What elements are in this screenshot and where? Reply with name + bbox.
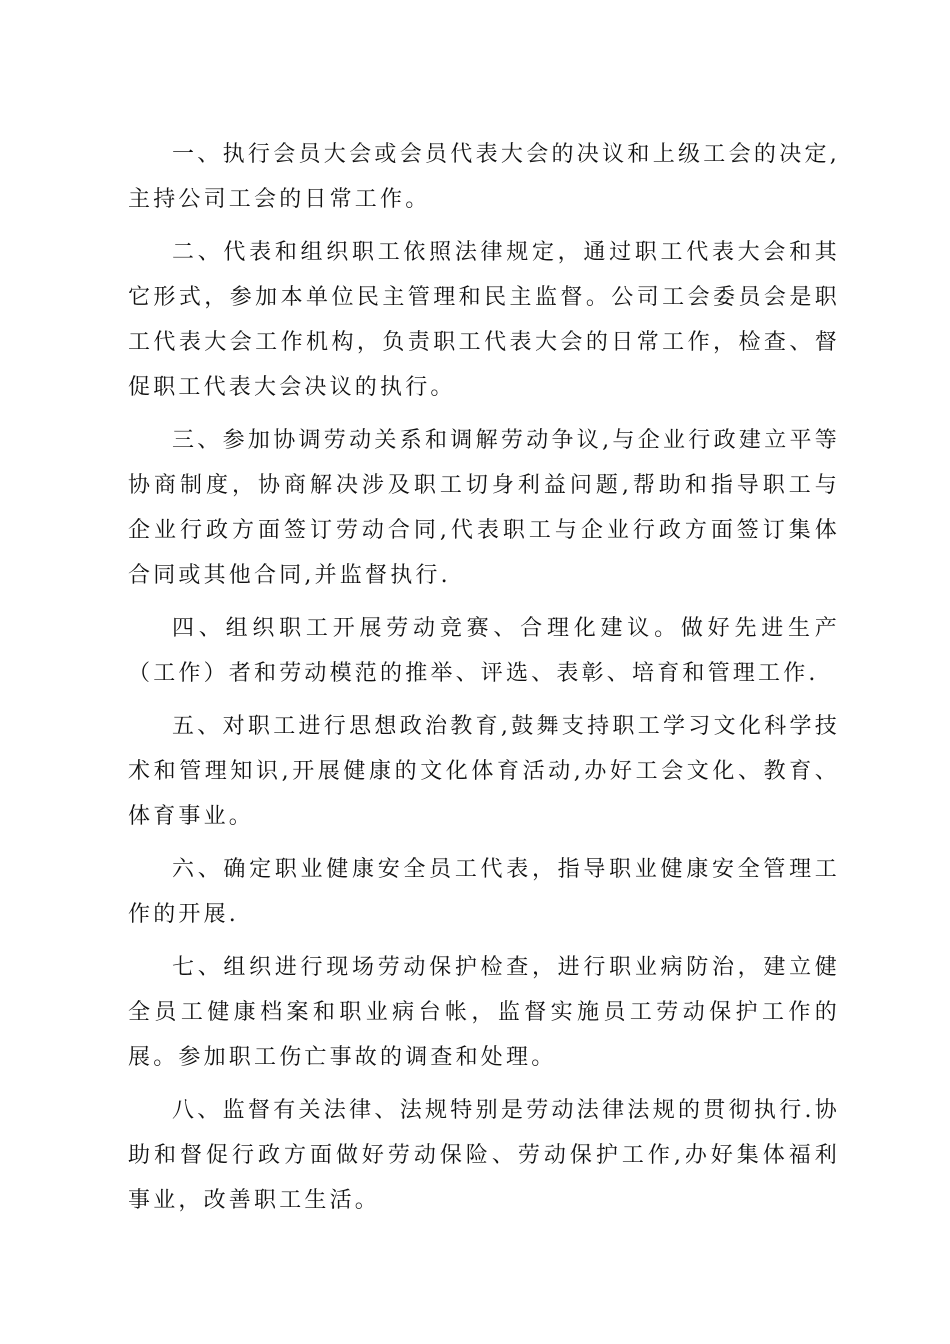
paragraph-4: 四、组织职工开展劳动竞赛、合理化建议。做好先进生产（工作）者和劳动模范的推举、评选、表彰、培育和管理工作. (128, 616, 840, 686)
paragraph-1: 一、执行会员大会或会员代表大会的决议和上级工会的决定,主持公司工会的日常工作。 (128, 142, 840, 212)
paragraph-2: 二、代表和组织职工依照法律规定，通过职工代表大会和其它形式，参加本单位民主管理和民主监督。公司工会委员会是职工代表大会工作机构，负责职工代表大会的日常工作，检查、督促职工代表大会决议的执行。 (128, 240, 840, 400)
paragraph-6: 六、确定职业健康安全员工代表，指导职业健康安全管理工作的开展. (128, 857, 840, 927)
paragraph-5: 五、对职工进行思想政治教育,鼓舞支持职工学习文化科学技术和管理知识,开展健康的文化体育活动,办好工会文化、教育、体育事业。 (128, 714, 840, 829)
paragraph-3: 三、参加协调劳动关系和调解劳动争议,与企业行政建立平等协商制度，协商解决涉及职工切身利益问题,帮助和指导职工与企业行政方面签订劳动合同,代表职工与企业行政方面签订集体合同或其他合同,并监督执行. (128, 428, 840, 588)
paragraph-8: 八、监督有关法律、法规特别是劳动法律法规的贯彻执行.协助和督促行政方面做好劳动保险、劳动保护工作,办好集体福利事业，改善职工生活。 (128, 1098, 840, 1213)
paragraph-7: 七、组织进行现场劳动保护检查，进行职业病防治，建立健全员工健康档案和职业病台帐，监督实施员工劳动保护工作的展。参加职工伤亡事故的调查和处理。 (128, 955, 840, 1070)
document-body (128, 132, 840, 1231)
